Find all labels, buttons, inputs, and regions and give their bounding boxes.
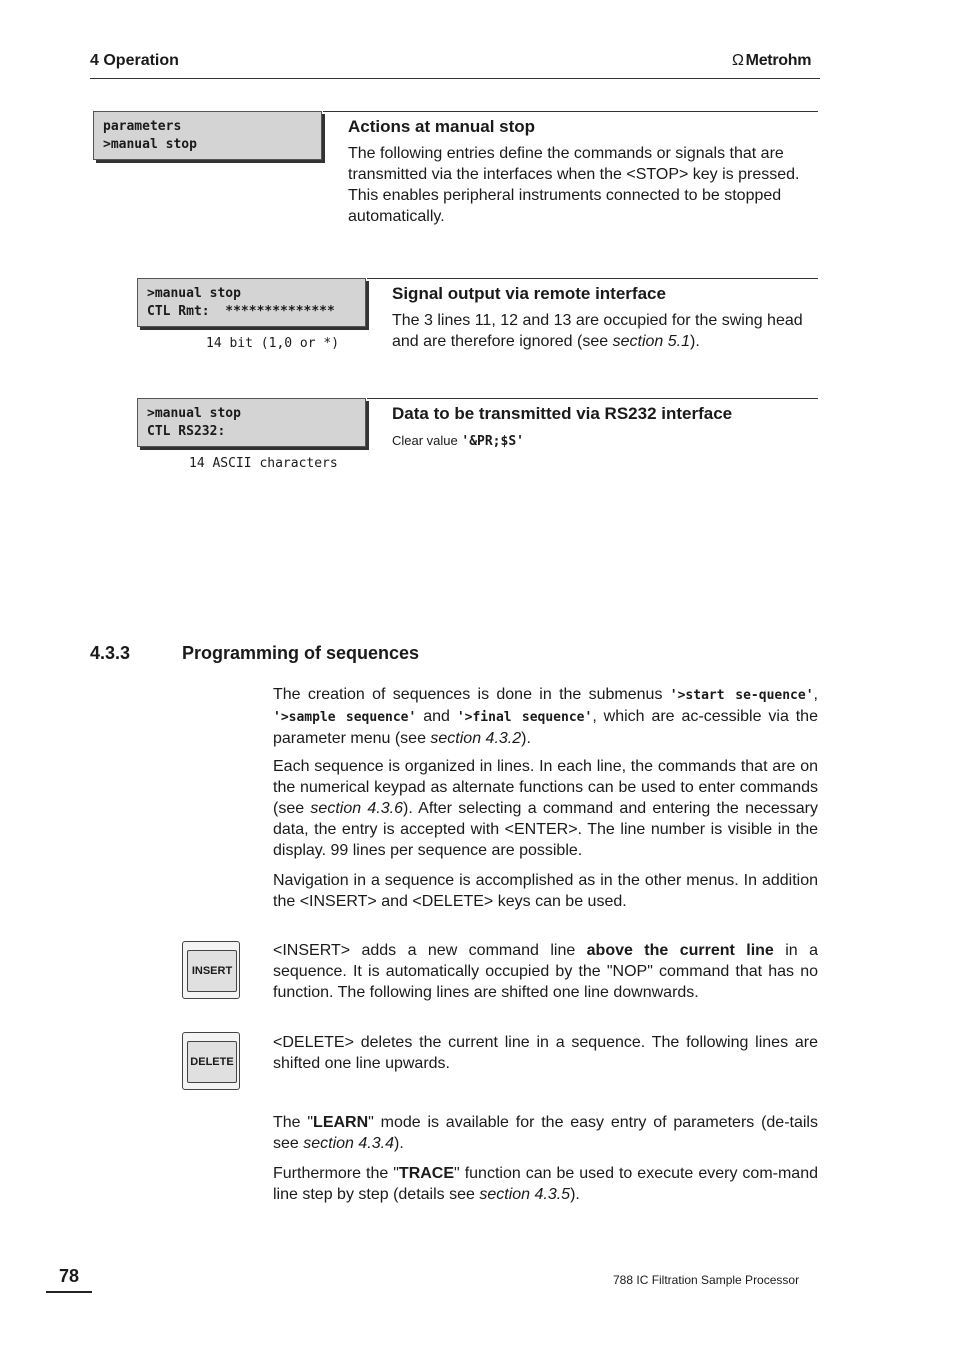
- clear-value-line: Clear value '&PR;$S': [392, 433, 524, 449]
- paragraph-trace: Furthermore the "TRACE" function can be used to execute every com-mand line step by step (details see section 4.3.5).: [273, 1165, 818, 1203]
- document-title: 788 IC Filtration Sample Processor: [613, 1273, 800, 1287]
- display-ctl-rmt: [137, 278, 366, 327]
- signal-output-body: The 3 lines 11, 12 and 13 are occupied for the swing head and are therefore ignored (see section 5.1).: [392, 312, 803, 350]
- paragraph-navigation: Navigation in a sequence is accomplished as in the other menus. In addition the <INSERT> and <DELETE> keys can be used.: [273, 872, 818, 910]
- clear-value: '&PR;$S': [461, 434, 524, 449]
- code-start-sequence: '>start se-quence': [669, 688, 814, 703]
- section-reference: section 4.3.4: [303, 1135, 394, 1152]
- insert-key-label: INSERT: [187, 950, 237, 992]
- rs232-data-title: Data to be transmitted via RS232 interface: [392, 404, 733, 423]
- code-final-sequence: '>final sequence': [456, 710, 593, 725]
- paragraph-sequence-lines: Each sequence is organized in lines. In each line, the commands that are on the numerical keypad as alternate functions can be used to enter commands (see section 4.3.6). After selecting a command and entering the necessary data, the entry is accepted with <ENTER>. The line number is visible in the display. 99 lines per sequence are possible.: [273, 758, 818, 859]
- actions-manual-stop-body: The following entries define the commands or signals that are transmitted via the interfaces when the <STOP> key is pressed. This enables peripheral instruments connected to be stopped automatically.: [348, 145, 800, 225]
- section-reference: section 5.1: [612, 333, 690, 350]
- section-reference: section 4.3.5: [479, 1186, 571, 1203]
- ctl-rs232-hint: 14 ASCII characters: [189, 456, 338, 471]
- display-line: parameters: [103, 119, 182, 134]
- page-number: 78: [58, 1266, 80, 1286]
- section-divider: [367, 278, 818, 279]
- section-reference: section 4.3.2: [430, 730, 522, 747]
- section-reference: section 4.3.6: [310, 800, 403, 817]
- paragraph-learn: The "LEARN" mode is available for the easy entry of parameters (de-tails see section 4.3.4).: [273, 1114, 818, 1152]
- chapter-heading: 4 Operation: [90, 52, 179, 69]
- display-line: CTL Rmt: **************: [147, 304, 335, 319]
- actions-manual-stop-title: Actions at manual stop: [348, 117, 536, 136]
- section-divider: [323, 111, 818, 112]
- delete-key-label: DELETE: [187, 1041, 237, 1083]
- paragraph-insert: <INSERT> adds a new command line above the current line in a sequence. It is automatically occupied by the "NOP" command that has no function. The following lines are shifted one line downwards.: [273, 942, 819, 1001]
- paragraph-sequence-submenus: The creation of sequences is done in the submenus '>start se-quence', '>sample sequence' and '>final sequence', which are ac-cessible via the parameter menu (see section 4.3.2).: [273, 686, 818, 747]
- section-number: 4.3.3: [90, 643, 131, 663]
- page-number-underline: [46, 1291, 92, 1293]
- code-sample-sequence: '>sample sequence': [273, 710, 417, 725]
- display-line: >manual stop: [103, 137, 197, 152]
- section-divider: [367, 398, 818, 399]
- delete-key-icon: [182, 1032, 240, 1090]
- omega-logo-icon: Ω: [732, 52, 744, 69]
- display-line: >manual stop: [147, 286, 241, 301]
- display-line: >manual stop: [147, 406, 241, 421]
- display-ctl-rs232: [137, 398, 366, 447]
- signal-output-title: Signal output via remote interface: [392, 284, 666, 303]
- insert-key-icon: [182, 941, 240, 999]
- display-line: CTL RS232:: [147, 424, 226, 439]
- ctl-rmt-hint: 14 bit (1,0 or *): [206, 336, 340, 351]
- display-parameters-manual-stop: [93, 111, 322, 160]
- metrohm-logo: [732, 52, 811, 70]
- logo-text: Metrohm: [745, 52, 812, 69]
- paragraph-delete: <DELETE> deletes the current line in a sequence. The following lines are shifted one line upwards.: [273, 1034, 818, 1072]
- header-divider: [90, 78, 820, 79]
- section-title: Programming of sequences: [182, 643, 420, 663]
